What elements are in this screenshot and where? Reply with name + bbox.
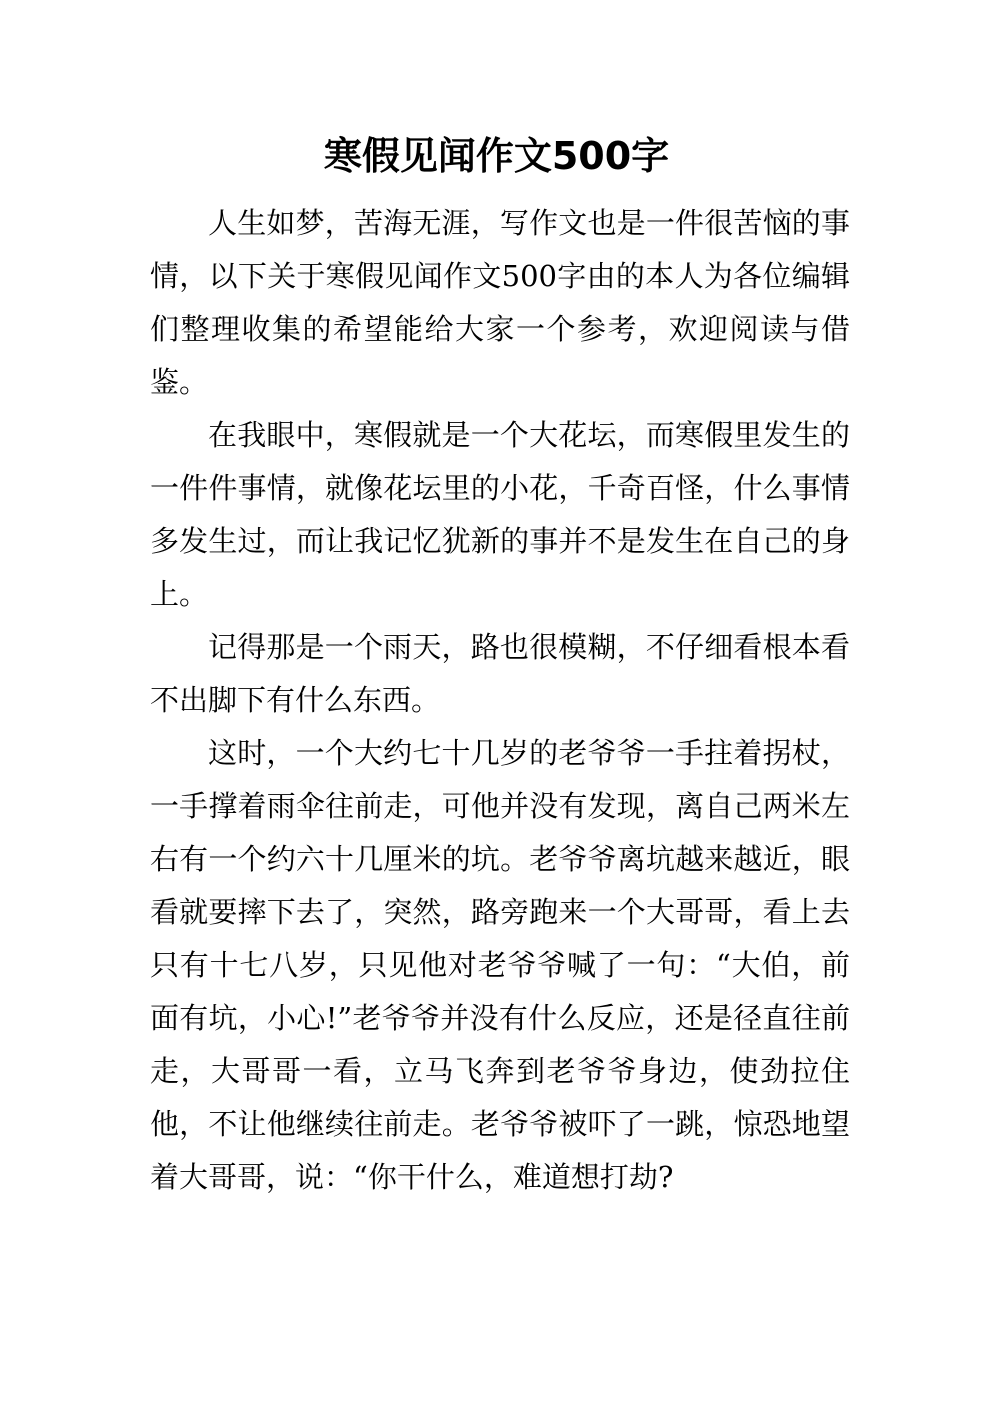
article-body	[150, 197, 850, 1204]
paragraph: 记得那是一个雨天，路也很模糊，不仔细看根本看不出脚下有什么东西。	[150, 630, 850, 717]
paragraph: 人生如梦，苦海无涯，写作文也是一件很苦恼的事情，以下关于寒假见闻作文500字由的本人为各位编辑们整理收集的希望能给大家一个参考，欢迎阅读与借鉴。	[150, 206, 850, 399]
page-title: 寒假见闻作文500字	[323, 134, 670, 178]
paragraph: 在我眼中，寒假就是一个大花坛，而寒假里发生的一件件事情，就像花坛里的小花，千奇百怪，什么事情多发生过，而让我记忆犹新的事并不是发生在自己的身上。	[150, 418, 850, 611]
paragraph: 这时，一个大约七十几岁的老爷爷一手拄着拐杖，一手撑着雨伞往前走，可他并没有发现，离自己两米左右有一个约六十几厘米的坑。老爷爷离坑越来越近，眼看就要摔下去了，突然，路旁跑来一个大哥哥，看上去只有十七八岁，只见他对老爷爷喊了一句：“大伯，前面有坑，小心!”老爷爷并没有什么反应，还是径直往前走，大哥哥一看，立马飞奔到老爷爷身边，使劲拉住他，不让他继续往前走。老爷爷被吓了一跳，惊恐地望着大哥哥，说：“你干什么，难道想打劫?	[150, 736, 850, 1194]
